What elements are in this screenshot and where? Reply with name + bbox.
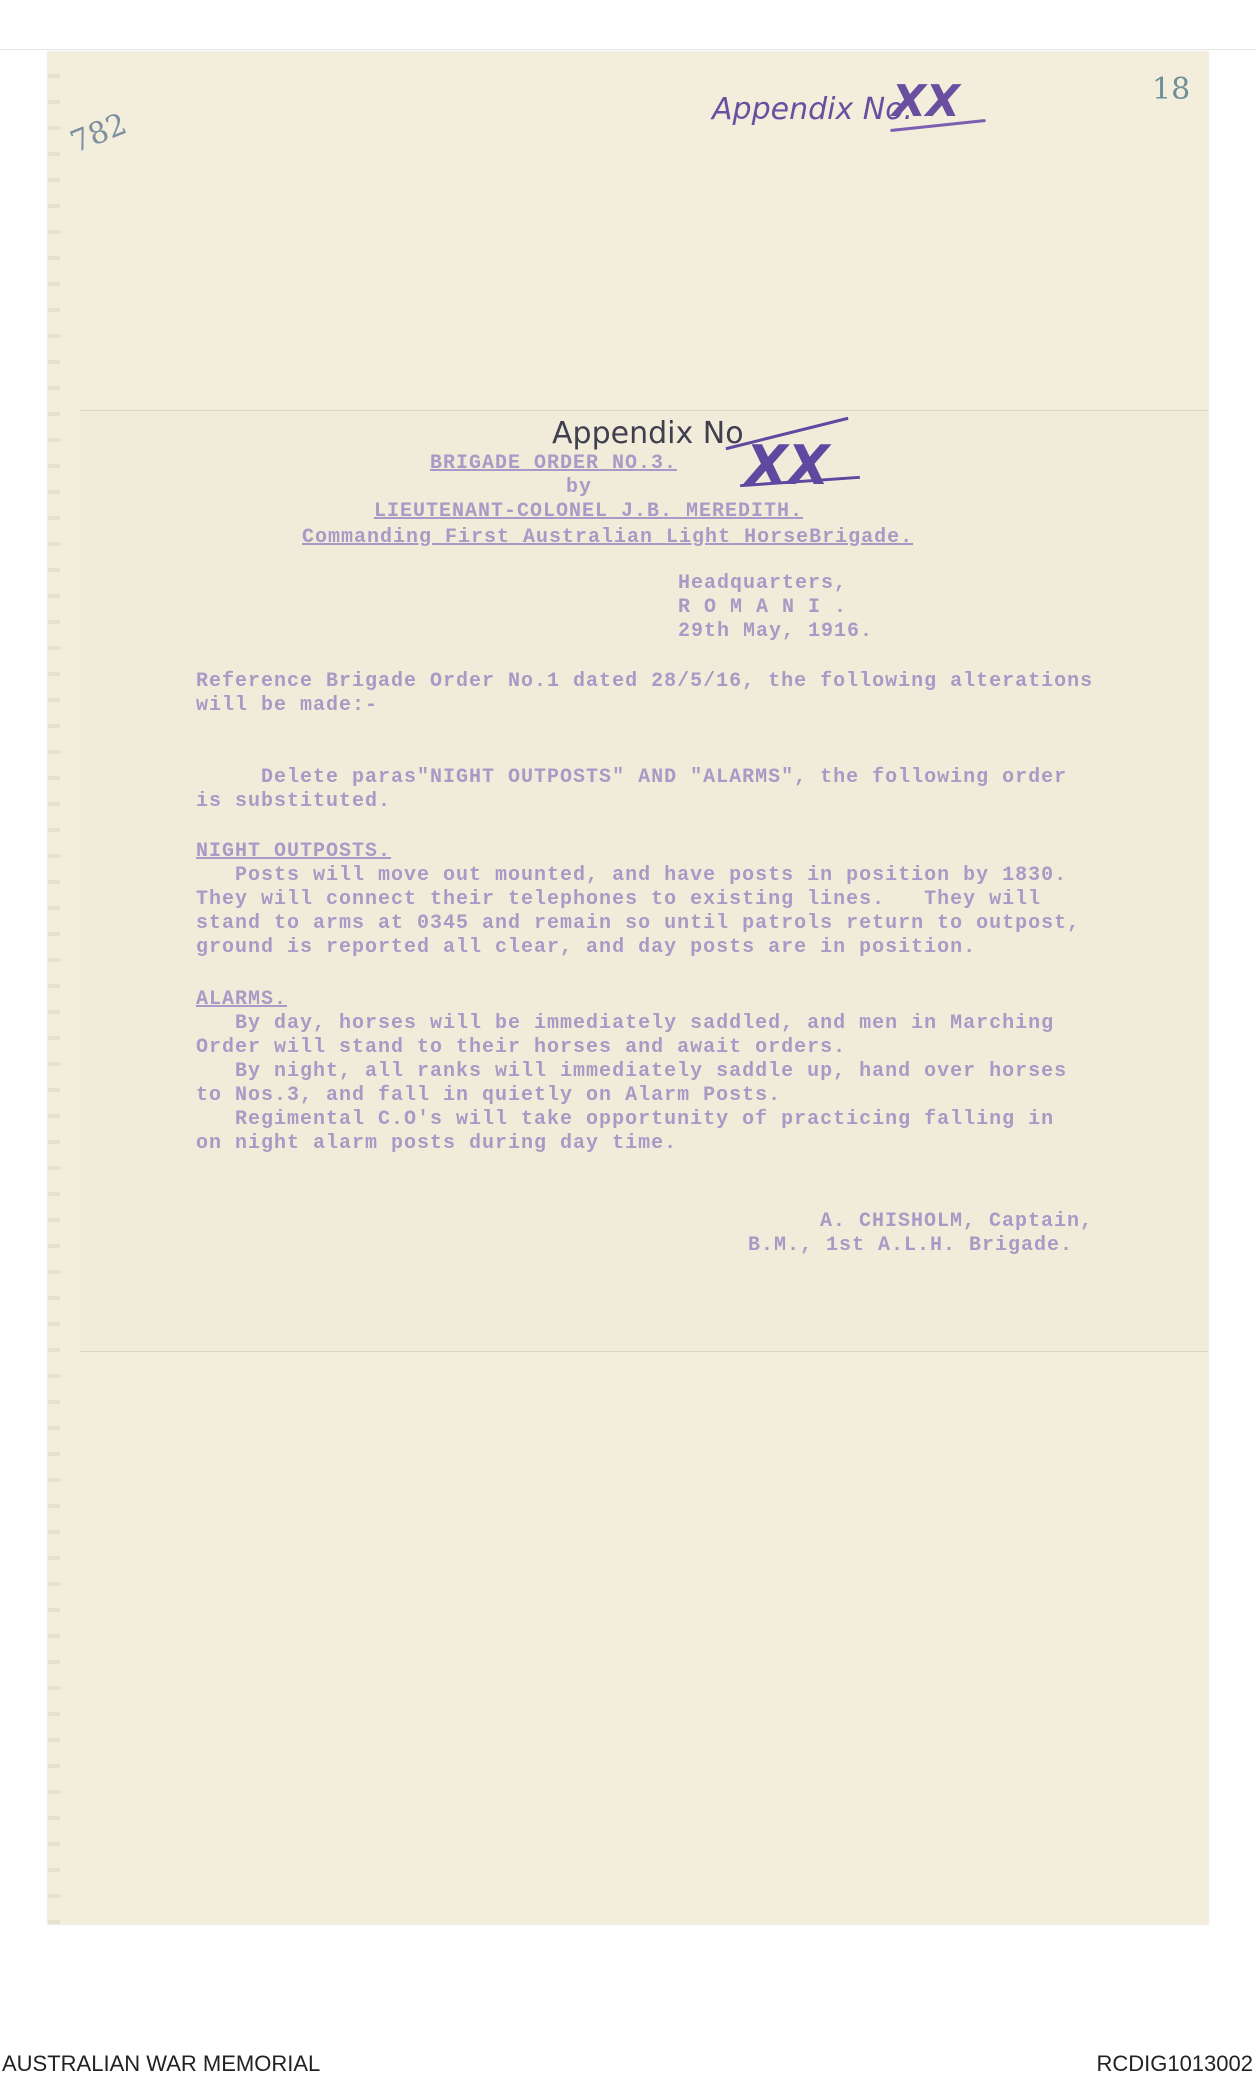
footer-record-id: RCDIG1013002: [1096, 2051, 1253, 2076]
alarms-heading: ALARMS.: [196, 988, 288, 1011]
signature-line-2: B.M., 1st A.L.H. Brigade.: [748, 1234, 1074, 1257]
alarms-line-2: Order will stand to their horses and await orders.: [196, 1036, 847, 1059]
alarms-line-6: on night alarm posts during day time.: [196, 1132, 678, 1155]
night-outposts-line-1: Posts will move out mounted, and have posts in position by 1830.: [196, 864, 1068, 887]
alarms-line-1: By day, horses will be immediately saddled, and men in Marching: [196, 1012, 1055, 1035]
order-by: by: [566, 476, 593, 499]
page-top-rule: [0, 49, 1256, 50]
footer-credit: AUSTRALIAN WAR MEMORIAL: [2, 2051, 321, 2076]
order-title: BRIGADE ORDER NO.3.: [430, 452, 678, 475]
order-date: 29th May, 1916.: [678, 620, 874, 643]
night-outposts-line-2: They will connect their telephones to existing lines. They will: [196, 888, 1042, 911]
folio-number-right: 18: [1152, 72, 1191, 107]
reference-line-1: Reference Brigade Order No.1 dated 28/5/16, the following alterations: [196, 670, 1094, 693]
folio-number-left: 782: [65, 106, 132, 161]
delete-line-2: is substituted.: [196, 790, 392, 813]
perforated-edge: [48, 52, 60, 1924]
alarms-line-4: to Nos.3, and fall in quietly on Alarm Posts.: [196, 1084, 782, 1107]
night-outposts-heading: NIGHT OUTPOSTS.: [196, 840, 392, 863]
order-place: R O M A N I .: [678, 596, 848, 619]
night-outposts-line-4: ground is reported all clear, and day posts are in position.: [196, 936, 977, 959]
appendix-stamp-top: Appendix No.: [712, 92, 914, 127]
order-commander: LIEUTENANT-COLONEL J.B. MEREDITH.: [374, 500, 804, 523]
appendix-stamp-slip: Appendix No: [552, 416, 744, 451]
order-command: Commanding First Australian Light HorseBrigade.: [302, 526, 914, 549]
signature-line-1: A. CHISHOLM, Captain,: [820, 1210, 1094, 1233]
alarms-line-5: Regimental C.O's will take opportunity of practicing falling in: [196, 1108, 1055, 1131]
appendix-number-slip: XX: [746, 434, 830, 497]
delete-line-1: Delete paras"NIGHT OUTPOSTS" AND "ALARMS", the following order: [196, 766, 1068, 789]
night-outposts-line-3: stand to arms at 0345 and remain so until patrols return to outpost,: [196, 912, 1081, 935]
reference-line-2: will be made:-: [196, 694, 379, 717]
appendix-number-top: XX: [892, 76, 960, 127]
alarms-line-3: By night, all ranks will immediately saddle up, hand over horses: [196, 1060, 1068, 1083]
order-hq: Headquarters,: [678, 572, 848, 595]
